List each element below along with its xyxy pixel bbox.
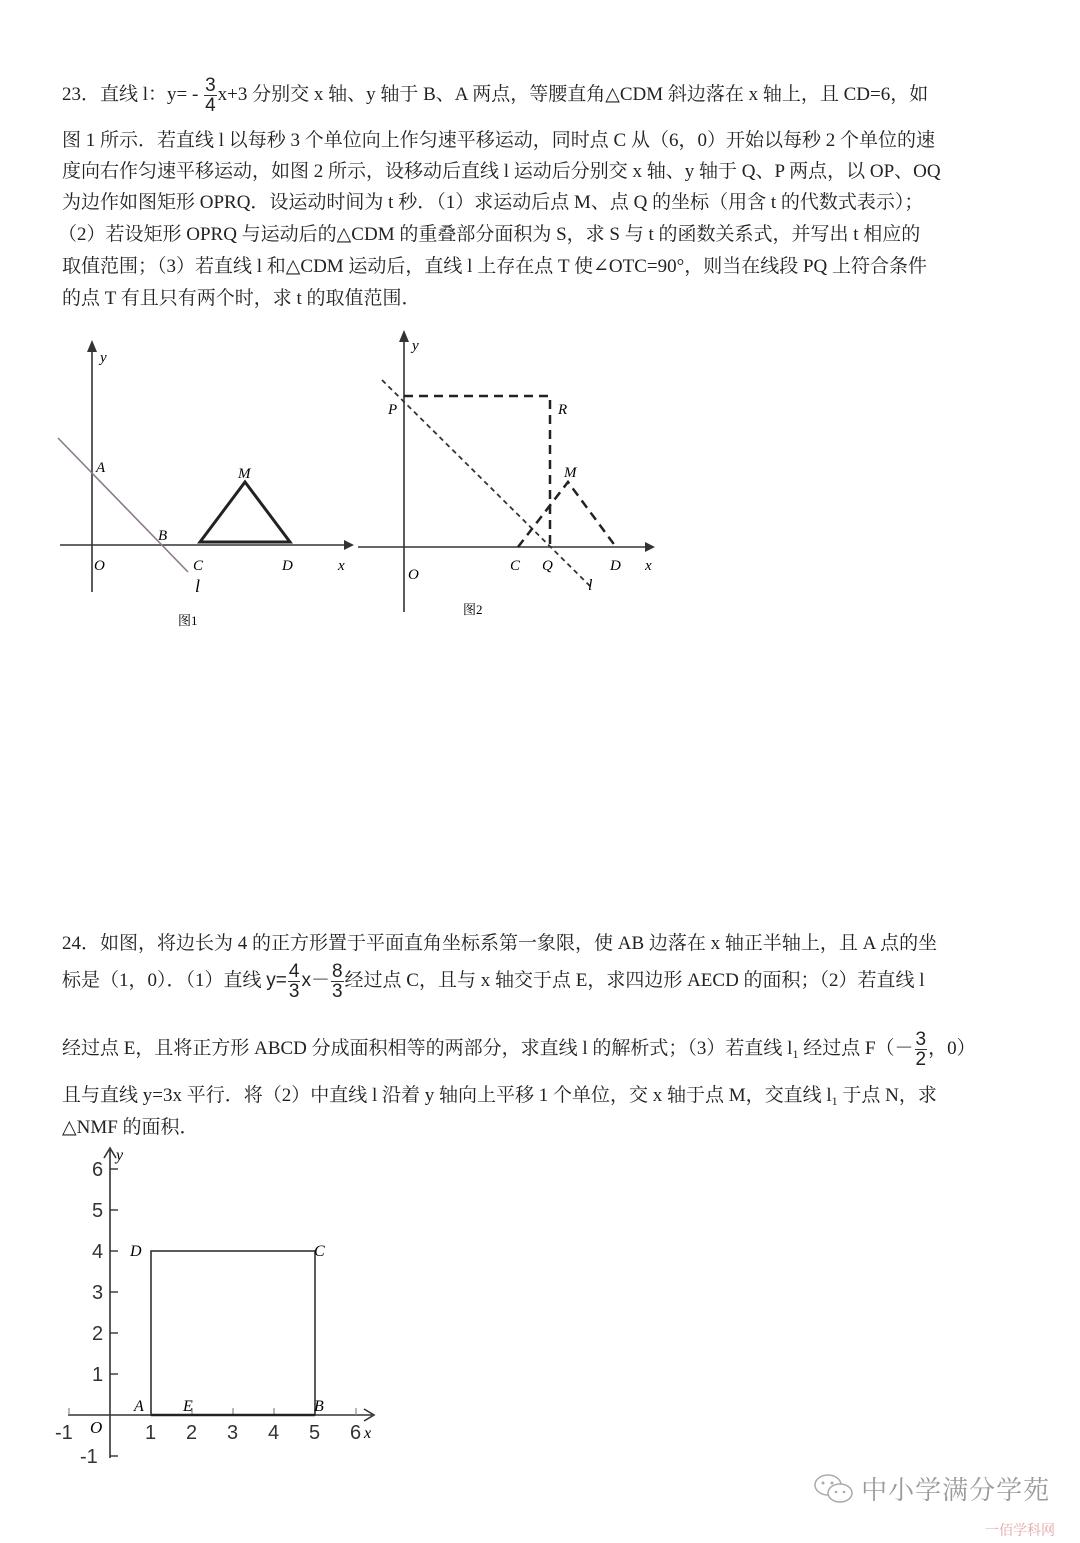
- brand-text: 中小学满分学苑: [861, 1476, 1051, 1506]
- x-axis-arrow-icon: [344, 540, 354, 550]
- frac-numerator: 3: [205, 75, 216, 96]
- label-e: E: [183, 1398, 193, 1415]
- x-tick-label: 3: [227, 1422, 239, 1444]
- x-tick-label: 4: [268, 1422, 280, 1444]
- label-m: M: [564, 465, 577, 481]
- label-b: B: [314, 1398, 324, 1415]
- label-o: O: [90, 1418, 103, 1437]
- label-x: x: [645, 558, 652, 574]
- label-y: y: [412, 338, 419, 354]
- triangle-cdm: [518, 482, 616, 547]
- q23-line-7: 的点 T 有且只有两个时，求 t 的取值范围．: [62, 288, 421, 309]
- q24-text: ，0）: [928, 1037, 976, 1059]
- label-r: R: [558, 402, 568, 418]
- x-tick-label: -1: [55, 1422, 73, 1444]
- q24-text: 经过点 E，且将正方形 ABCD 分成面积相等的两部分，求直线 l 的解析式；（3）若直线 l: [62, 1037, 793, 1059]
- label-p: P: [388, 402, 398, 418]
- y-tick-label: 6: [92, 1159, 104, 1181]
- y-tick-label: -1: [80, 1446, 98, 1468]
- frac-numerator: 3: [915, 1029, 927, 1050]
- label-x: x: [338, 558, 345, 574]
- frac-denominator: 4: [205, 95, 216, 116]
- subscript: 1: [792, 1046, 799, 1061]
- y-axis-arrow-icon: [399, 330, 409, 342]
- x-axis-arrow-icon: [645, 542, 655, 552]
- label-m: M: [238, 466, 251, 482]
- frac-denominator: 3: [288, 981, 300, 1002]
- x-tick-label: 2: [186, 1422, 198, 1444]
- label-o: O: [94, 558, 105, 574]
- label-c: C: [510, 558, 521, 574]
- equation-x: x－: [301, 969, 330, 991]
- y-tick-label: 5: [92, 1200, 104, 1222]
- figure-1-caption: 图1: [178, 613, 198, 628]
- subscript: 1: [831, 1094, 838, 1108]
- fraction-3-2: [915, 1030, 928, 1069]
- q24-line-5: △NMF 的面积．: [62, 1117, 199, 1138]
- frac-numerator: 8: [331, 961, 343, 982]
- q23-text: x+3 分别交 x 轴、y 轴于 B、A 两点，等腰直角△CDM 斜边落在 x 轴上，且 CD=6，如: [217, 83, 929, 105]
- y-tick-label: 2: [92, 1323, 104, 1345]
- equation-y: y=: [266, 969, 287, 991]
- label-c: C: [314, 1243, 325, 1260]
- watermark-brand: [812, 1470, 1050, 1507]
- q23-line-3: 度向右作匀速平移运动，如图 2 所示，设移动后直线 l 运动后分别交 x 轴、y 轴于 Q、P 两点，以 OP、OQ: [62, 161, 941, 182]
- label-d: D: [130, 1243, 142, 1260]
- fraction-3-4: [204, 76, 217, 115]
- q24-line-1: 24．如图，将边长为 4 的正方形置于平面直角坐标系第一象限，使 AB 边落在 x 轴正半轴上，且 A 点的坐: [62, 933, 938, 954]
- figure-2-caption: 图2: [463, 602, 483, 617]
- label-x: x: [364, 1425, 372, 1442]
- figure-2: [358, 322, 668, 632]
- y-tick-label: 3: [92, 1282, 104, 1304]
- label-b: B: [158, 528, 168, 544]
- q23-line-4: 为边作如图矩形 OPRQ．设运动时间为 t 秒．（1）求运动后点 M、点 Q 的坐标（用含 t 的代数式表示）；: [62, 192, 924, 213]
- q24-line-4: [62, 1080, 937, 1109]
- label-l: l: [195, 576, 201, 596]
- q24-text: 于点 N，求: [837, 1085, 937, 1106]
- label-d: D: [282, 558, 293, 574]
- figure-1: [50, 330, 370, 640]
- watermark-site: 一佰学科网: [985, 1523, 1055, 1539]
- x-tick-label: 5: [309, 1422, 321, 1444]
- fraction-8-3: [331, 962, 344, 1001]
- q23-text: 23．直线 l：y= -: [62, 83, 204, 105]
- q23-line-1: [62, 76, 928, 115]
- frac-numerator: 4: [288, 961, 300, 982]
- frac-denominator: 2: [915, 1049, 927, 1070]
- x-tick-label: 6: [350, 1422, 362, 1444]
- y-tick-label: 4: [92, 1241, 104, 1263]
- q24-text: 经过点 F（－: [798, 1037, 914, 1059]
- q24-text: 且与直线 y=3x 平行．将（2）中直线 l 沿着 y 轴向上平移 1 个单位，交 x 轴于点 M，交直线 l: [62, 1085, 832, 1106]
- triangle-cdm: [200, 482, 290, 542]
- q24-text: 标是（1，0）．（1）直线: [62, 969, 267, 991]
- label-a: A: [134, 1398, 144, 1415]
- label-l: l: [588, 577, 593, 594]
- label-q: Q: [542, 558, 553, 574]
- y-axis-arrow-icon: [87, 340, 97, 352]
- label-o: O: [408, 567, 419, 583]
- label-a: A: [96, 460, 106, 476]
- x-tick-label: 1: [145, 1422, 157, 1444]
- label-d: D: [610, 558, 621, 574]
- line-l: [58, 438, 188, 572]
- q23-line-5: （2）若设矩形 OPRQ 与运动后的△CDM 的重叠部分面积为 S，求 S 与 t 的函数关系式，并写出 t 相应的: [58, 224, 921, 245]
- label-y: y: [100, 350, 107, 366]
- q24-line-2: [62, 962, 925, 1001]
- wechat-icon: [812, 1472, 856, 1506]
- square-abcd: [151, 1251, 315, 1415]
- label-y: y: [116, 1147, 124, 1164]
- q24-text: 经过点 C，且与 x 轴交于点 E，求四边形 AECD 的面积；（2）若直线 l: [344, 969, 925, 991]
- q24-line-3: [62, 1030, 976, 1069]
- fraction-4-3: [288, 962, 301, 1001]
- rectangle-oprq: [404, 396, 550, 547]
- figure-q24: [50, 1140, 390, 1480]
- frac-denominator: 3: [331, 981, 343, 1002]
- q23-line-6: 取值范围；（3）若直线 l 和△CDM 运动后，直线 l 上存在点 T 使∠OTC=90°，则当在线段 PQ 上符合条件: [62, 256, 927, 277]
- label-c: C: [193, 558, 204, 574]
- y-tick-label: 1: [92, 1364, 104, 1386]
- q23-line-2: 图 1 所示．若直线 l 以每秒 3 个单位向上作匀速平移运动，同时点 C 从（6，0）开始以每秒 2 个单位的速: [62, 130, 935, 151]
